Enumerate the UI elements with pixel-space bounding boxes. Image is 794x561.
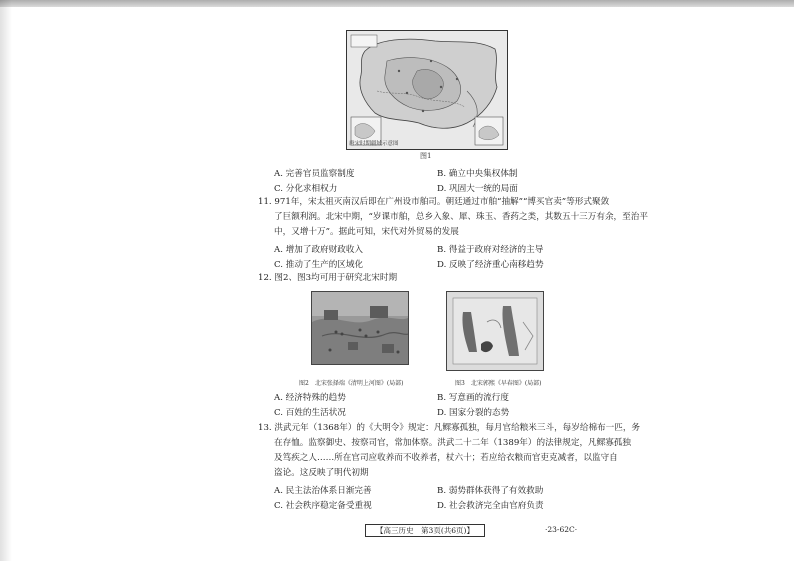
q11-option-d[interactable]: D. 反映了经济重心南移趋势 — [437, 260, 544, 270]
figure1-map — [346, 30, 508, 150]
scan-left-shade — [0, 0, 12, 561]
q11-option-b[interactable]: B. 得益于政府对经济的主导 — [437, 245, 544, 255]
q13-option-b[interactable]: B. 弱势群体获得了有效救助 — [437, 486, 544, 496]
q11-option-c[interactable]: C. 推动了生产的区域化 — [274, 260, 364, 270]
q10-option-c[interactable]: C. 分化求相权力 — [274, 184, 338, 194]
q12-option-b[interactable]: B. 写意画的流行度 — [437, 393, 509, 403]
figure3-graphic — [447, 292, 543, 370]
figure2-painting — [311, 291, 409, 365]
footer-page-label: 【高三历史 第3页(共6页)】 — [365, 524, 485, 537]
figure3-painting — [446, 291, 544, 371]
figure1-caption: 图1 — [420, 152, 432, 160]
q12-option-c[interactable]: C. 百姓的生活状况 — [274, 408, 346, 418]
footer-code: ·23-62C· — [545, 525, 578, 534]
q12-option-d[interactable]: D. 国家分裂的态势 — [437, 408, 510, 418]
q13-option-a[interactable]: A. 民主法治体系日渐完善 — [274, 486, 372, 496]
q11-stem-line-2: 了巨额利润。北宋中期，“岁课市舶，总乡入象、犀、珠玉、香药之类，其数五十三万有余，至治平 — [274, 212, 648, 222]
q10-option-b[interactable]: B. 确立中央集权体制 — [437, 169, 518, 179]
q12-option-a[interactable]: A. 经济特殊的趋势 — [274, 393, 346, 403]
q13-option-c[interactable]: C. 社会秩序稳定备受重视 — [274, 501, 372, 511]
q13-stem-line-1: 13. 洪武元年（1368年）的《大明令》规定：凡鳏寡孤独，每月官给粮米三斗，每岁给棉布一匹，务 — [258, 423, 641, 433]
q11-stem-line-3: 中，又增十万”。据此可知，宋代对外贸易的发展 — [274, 227, 459, 237]
scan-top-band — [0, 0, 794, 7]
figure2-caption: 图2 北宋张择端《清明上河图》(局部) — [299, 380, 404, 387]
q13-stem-line-2: 在存恤。监察御史、按察司官，常加体察。洪武二十二年（1389年）的法律规定，凡鳏寡孤独 — [274, 438, 632, 448]
q10-option-a[interactable]: A. 完善官员监察制度 — [274, 169, 355, 179]
q11-option-a[interactable]: A. 增加了政府财政收入 — [274, 245, 364, 255]
q13-stem-line-4: 盗论。这反映了明代初期 — [274, 468, 369, 478]
figure3-caption: 图3 北宋郭熙《早春图》(局部) — [455, 380, 542, 387]
q10-option-d[interactable]: D. 巩固大一统的局面 — [437, 184, 518, 194]
figure2-graphic — [312, 292, 408, 364]
map-inset-caption: 唐宋时期疆域示意图 — [349, 141, 399, 147]
q11-stem-line-1: 11. 971年，宋太祖灭南汉后即在广州设市舶司。朝廷通过市舶“抽解”“博买官卖”等形式聚敛 — [258, 197, 610, 207]
map-graphic — [347, 31, 507, 149]
q12-stem: 12. 图2、图3均可用于研究北宋时期 — [258, 273, 398, 283]
q13-stem-line-3: 及笃疾之人……所在官司应收养而不收养者，杖六十；若应给衣粮而官吏克减者，以监守自 — [274, 453, 618, 463]
q13-option-d[interactable]: D. 社会救济完全由官府负责 — [437, 501, 544, 511]
